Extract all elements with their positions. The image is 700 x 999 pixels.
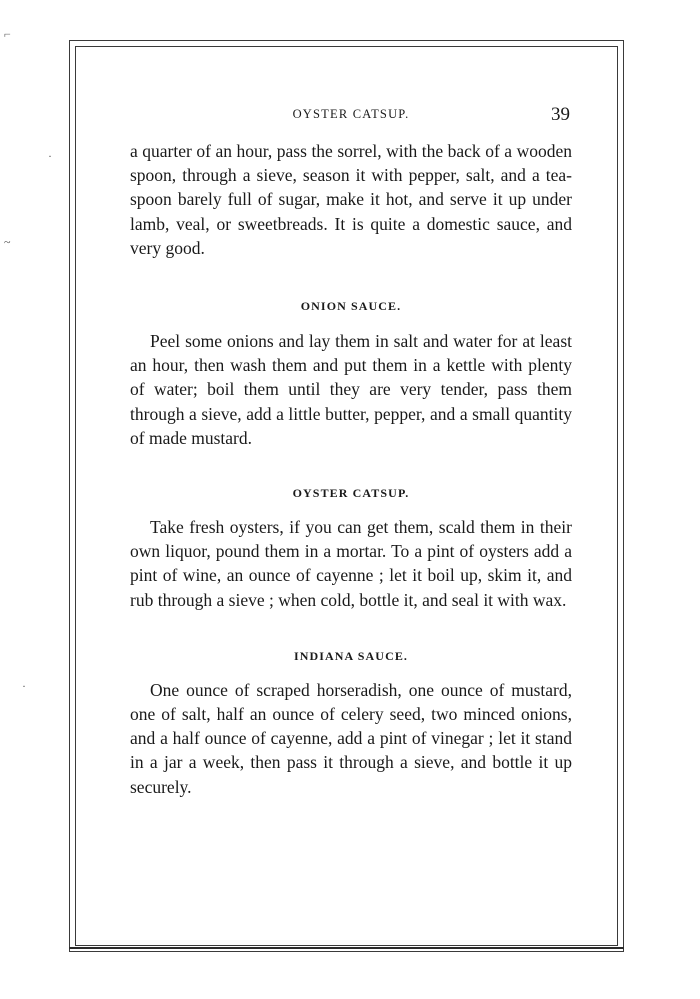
onion-sauce-paragraph: Peel some onions and lay them in salt and water for at least an hour, then wash them and put them in a kettle with plenty of water; boil them until they are very tender, pass them through a sieve, add a little butter, pepper, and a small quantity of made mustard. <box>130 331 572 448</box>
margin-speck: · <box>48 149 52 163</box>
running-head <box>130 104 572 128</box>
oyster-catsup-heading: OYSTER CATSUP. <box>292 486 410 501</box>
indiana-sauce-heading: INDIANA SAUCE. <box>293 648 409 663</box>
page-border-bottom-rule <box>69 947 624 949</box>
onion-sauce-heading: ONION SAUCE. <box>300 299 402 314</box>
page-number: 39 <box>551 104 570 125</box>
oyster-catsup-paragraph: Take fresh oysters, if you can get them, scald them in their own liquor, pound them in a mortar. To a pint of oysters add a pint of wine, an ounce of cayenne ; let it boil up, skim it, and rub through a sieve ; when cold, bottle it, and seal it with wax. <box>130 517 572 610</box>
indiana-sauce-paragraph: One ounce of scraped horseradish, one ounce of mustard, one of salt, half an ounce of celery seed, two minced onions, and a half ounce of cayenne, add a pint of vinegar ; let it stand in a jar a week, then pass it through a sieve, and bottle it up securely. <box>130 679 572 797</box>
margin-speck: · <box>22 679 26 693</box>
margin-speck: ⌐ <box>4 27 11 41</box>
running-head-title: OYSTER CATSUP. <box>292 107 410 121</box>
margin-speck: ~ <box>4 235 11 249</box>
continued-paragraph: a quarter of an hour, pass the sorrel, with the back of a wooden spoon, through a sieve, season it with pepper, salt, and a tea-spoon barely full of sugar, make it hot, and serve it up under lamb, veal, or sweetbreads. It is quite a domestic sauce, and very good. <box>130 141 572 258</box>
page-body <box>130 139 572 799</box>
